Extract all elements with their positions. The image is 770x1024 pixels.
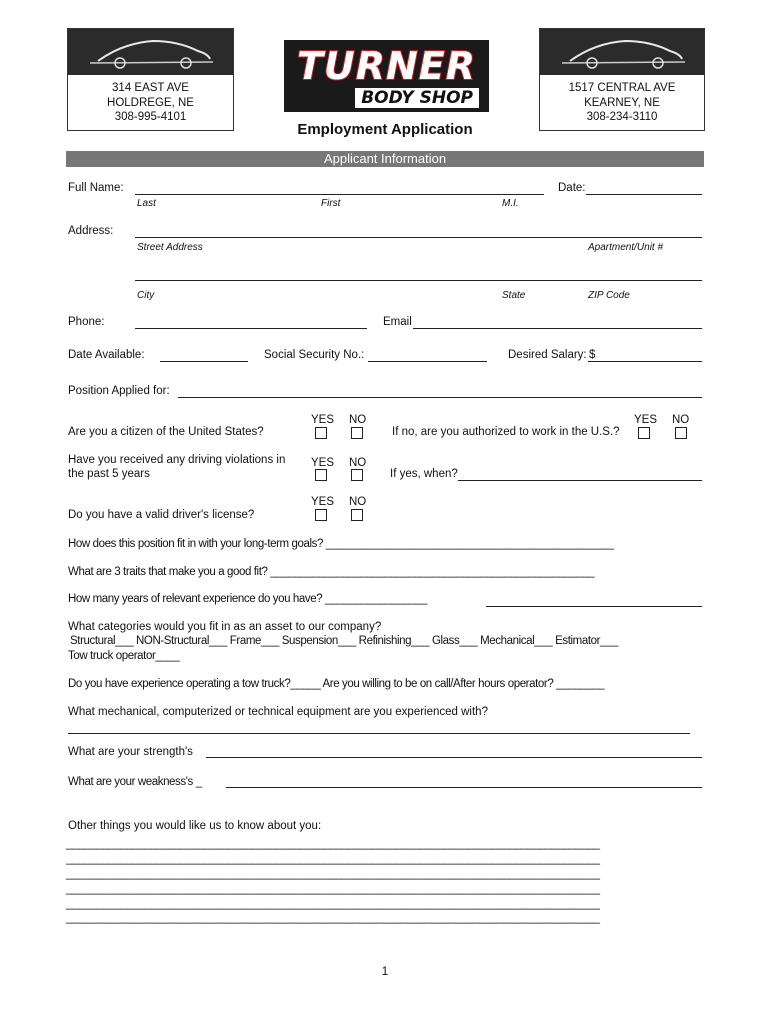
- other-things-line[interactable]: _________________________________________________________________________________________: [66, 898, 600, 910]
- authorized-yes-checkbox[interactable]: [638, 427, 650, 439]
- other-things-line[interactable]: _________________________________________________________________________________________: [66, 868, 600, 880]
- violations-yes-checkbox[interactable]: [315, 469, 327, 481]
- address-label: Address:: [68, 225, 114, 237]
- violations-no-label: NO: [349, 457, 367, 469]
- phone-field[interactable]: [135, 328, 367, 329]
- right-store-city: KEARNEY, NE: [584, 96, 660, 109]
- position-field[interactable]: [178, 397, 702, 398]
- right-store-box: [539, 28, 705, 131]
- full-name-label: Full Name:: [68, 182, 124, 194]
- weakness-question: What are your weakness's _: [68, 776, 202, 788]
- mi-caption: M.I.: [502, 198, 519, 209]
- equipment-question: What mechanical, computerized or technical equipment are you experienced with?: [68, 706, 488, 718]
- years-experience-question[interactable]: How many years of relevant experience do you have? _________________: [68, 593, 427, 605]
- first-caption: First: [321, 198, 341, 209]
- state-caption: State: [502, 290, 526, 301]
- zip-caption: ZIP Code: [588, 290, 630, 301]
- city-caption: City: [137, 290, 155, 301]
- other-things-line[interactable]: _________________________________________________________________________________________: [66, 883, 600, 895]
- citizen-yes-label: YES: [311, 414, 335, 426]
- ssn-label: Social Security No.:: [264, 349, 365, 361]
- citizen-no-label: NO: [349, 414, 367, 426]
- date-available-label: Date Available:: [68, 349, 145, 361]
- salary-label: Desired Salary:: [508, 349, 587, 361]
- other-things-line[interactable]: _________________________________________________________________________________________: [66, 838, 600, 850]
- citizen-no-checkbox[interactable]: [351, 427, 363, 439]
- email-field[interactable]: [413, 328, 702, 329]
- license-no-label: NO: [349, 496, 367, 508]
- violation-when-field[interactable]: [458, 480, 702, 481]
- other-things-line[interactable]: _________________________________________________________________________________________: [66, 853, 600, 865]
- right-store-phone: 308-234-3110: [586, 111, 658, 123]
- car-logo-icon: [68, 29, 233, 75]
- tow-truck-question[interactable]: Do you have experience operating a tow truck?_____ Are you willing to be on call/After hours operator? ________: [68, 678, 605, 690]
- violations-yes-label: YES: [311, 457, 335, 469]
- turner-body-shop-logo: [284, 40, 489, 112]
- license-yes-label: YES: [311, 496, 335, 508]
- ssn-field[interactable]: [368, 361, 487, 362]
- citizen-yes-checkbox[interactable]: [315, 427, 327, 439]
- weakness-field[interactable]: [226, 787, 702, 788]
- street-address-field[interactable]: [135, 237, 702, 238]
- email-label: Email: [383, 316, 412, 328]
- license-yes-checkbox[interactable]: [315, 509, 327, 521]
- strengths-field[interactable]: [206, 757, 702, 758]
- left-store-street: 314 EAST AVE: [112, 82, 189, 94]
- car-logo-icon: [540, 29, 704, 75]
- left-store-box: [67, 28, 234, 131]
- violations-no-checkbox[interactable]: [351, 469, 363, 481]
- logo-body-shop-text: BODY SHOP: [355, 88, 479, 108]
- last-caption: Last: [137, 198, 156, 209]
- right-store-street: 1517 CENTRAL AVE: [568, 82, 676, 94]
- date-label: Date:: [558, 182, 586, 194]
- authorized-question: If no, are you authorized to work in the U.S.?: [392, 426, 620, 438]
- traits-question[interactable]: What are 3 traits that make you a good fit? ______________________________________________________: [68, 566, 595, 578]
- date-available-field[interactable]: [160, 361, 248, 362]
- logo-turner-text: TURNER: [296, 44, 477, 88]
- form-title: Employment Application: [297, 121, 473, 138]
- other-things-question: Other things you would like us to know about you:: [68, 820, 322, 832]
- full-name-field[interactable]: [135, 194, 544, 195]
- equipment-field[interactable]: [68, 733, 690, 734]
- left-store-phone: 308-995-4101: [114, 111, 187, 123]
- years-experience-field[interactable]: [486, 606, 702, 607]
- violations-question-line1: Have you received any driving violations in: [68, 454, 286, 466]
- phone-label: Phone:: [68, 316, 105, 328]
- page-number: 1: [381, 966, 389, 978]
- citizen-question: Are you a citizen of the United States?: [68, 426, 264, 438]
- categories-question: What categories would you fit in as an asset to our company?: [68, 621, 382, 633]
- salary-field[interactable]: [588, 361, 702, 362]
- authorized-no-label: NO: [672, 414, 690, 426]
- tow-truck-operator-option[interactable]: Tow truck operator____: [68, 650, 180, 662]
- city-state-zip-field[interactable]: [135, 280, 702, 281]
- license-no-checkbox[interactable]: [351, 509, 363, 521]
- authorized-no-checkbox[interactable]: [675, 427, 687, 439]
- apt-caption: Apartment/Unit #: [588, 242, 664, 253]
- street-caption: Street Address: [137, 242, 203, 253]
- other-things-line[interactable]: _________________________________________________________________________________________: [66, 912, 600, 924]
- license-question: Do you have a valid driver's license?: [68, 509, 255, 521]
- date-field[interactable]: [586, 194, 702, 195]
- strengths-question: What are your strength's: [68, 746, 193, 758]
- salary-dollar-sign: $: [589, 349, 596, 361]
- if-yes-when-label: If yes, when?: [390, 468, 458, 480]
- violations-question-line2: the past 5 years: [68, 468, 150, 480]
- categories-options[interactable]: Structural___ NON-Structural___ Frame___ Suspension___ Refinishing___ Glass___ Mechanical___ Estimator___: [70, 635, 619, 647]
- left-store-city: HOLDREGE, NE: [107, 96, 194, 109]
- long-term-goals-question[interactable]: How does this position fit in with your long-term goals? ________________________________________________: [68, 538, 614, 550]
- authorized-yes-label: YES: [634, 414, 658, 426]
- position-label: Position Applied for:: [68, 385, 170, 397]
- section-header: Applicant Information: [66, 151, 704, 167]
